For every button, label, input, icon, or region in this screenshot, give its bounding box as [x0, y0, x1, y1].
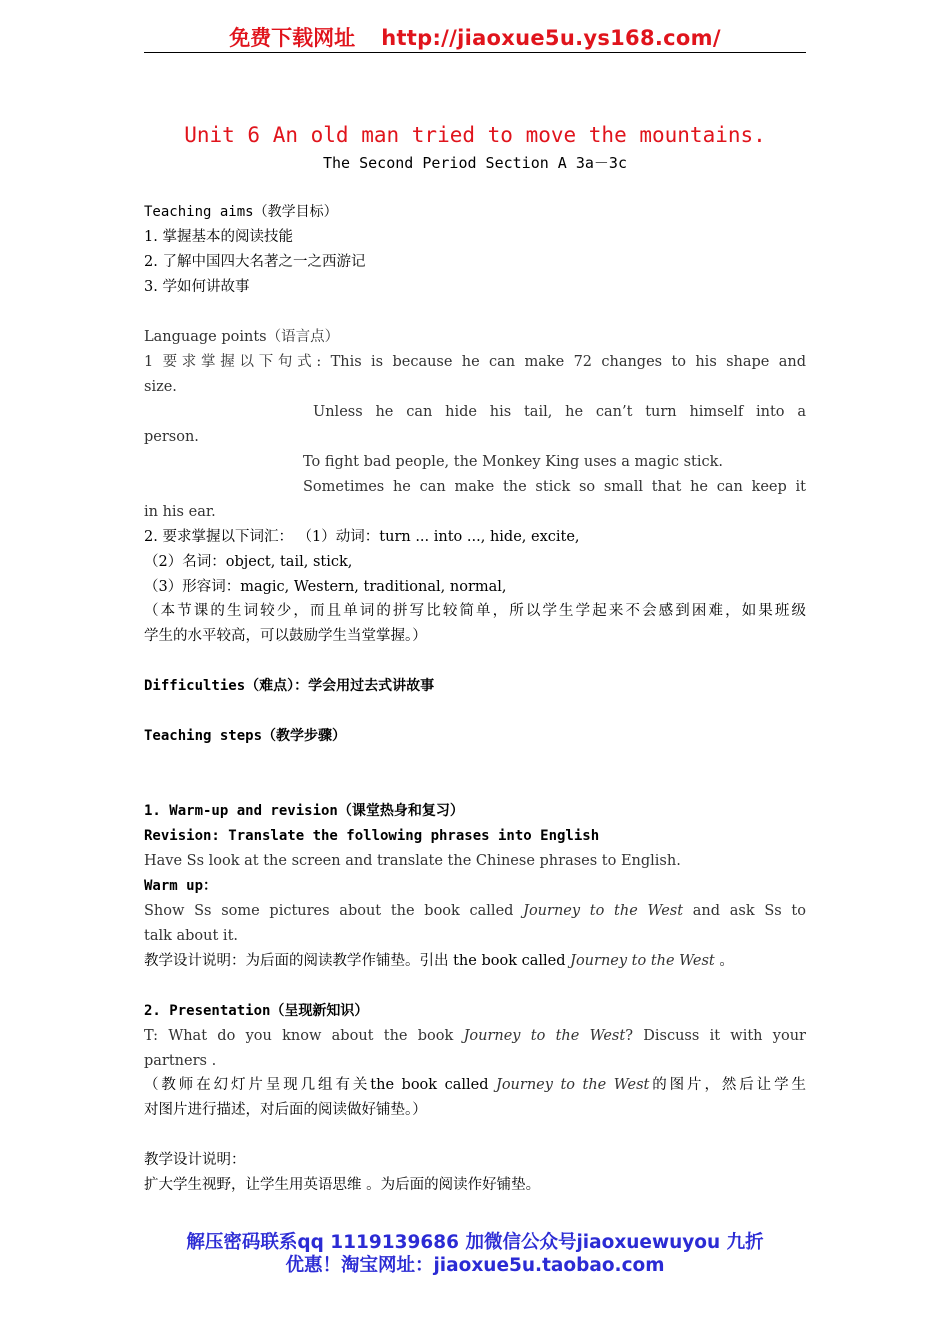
book-title: Journey to the West [570, 953, 715, 969]
language-point-1-line1: 1 要求掌握以下句式: This is because he can make 72 changes to his shape and [144, 354, 806, 370]
language-point-1-line2: size. [144, 379, 177, 395]
warmup-text-line2: talk about it. [144, 928, 239, 944]
aims-item-1: 1. 掌握基本的阅读技能 [144, 229, 293, 245]
presentation-design-label: 教学设计说明： [144, 1152, 246, 1168]
book-title: Journey to the West [496, 1077, 650, 1093]
sentence-3: To fight bad people, the Monkey King uses a magic stick. [303, 454, 724, 470]
warmup-design-note: 教学设计说明：为后面的阅读教学作铺垫。引出 the book called Journey to the West 。 [144, 953, 734, 969]
warmup-heading: 1. Warm-up and revision（课堂热身和复习） [144, 803, 464, 819]
aims-item-3: 3. 学如何讲故事 [144, 279, 250, 295]
sentence-2-line2: person. [144, 429, 199, 445]
page-header [144, 22, 806, 53]
sentence-4-line1: Sometimes he can make the stick so small that he can keep it [303, 479, 806, 495]
warmup-label: Warm up： [144, 878, 218, 894]
book-title: Journey to the West [463, 1028, 626, 1044]
presentation-note-line1: （教师在幻灯片呈现几组有关the book called Journey to the West的图片，然后让学生 [144, 1077, 806, 1093]
sentence-4-line2: in his ear. [144, 504, 216, 520]
steps-heading: Teaching steps（教学步骤） [144, 728, 347, 744]
note-line-2: 学生的水平较高，可以鼓励学生当堂掌握。） [144, 628, 427, 644]
presentation-question-line1: T: What do you know about the book Journey to the West? Discuss it with your [144, 1028, 806, 1044]
revision-heading: Revision: Translate the following phrases into English [144, 828, 600, 844]
aims-heading: Teaching aims（教学目标） [144, 204, 338, 220]
footer-line-2: 优惠！淘宝网址：jiaoxue5u.taobao.com [285, 1255, 665, 1276]
page-title: Unit 6 An old man tried to move the mountains. [184, 123, 766, 147]
difficulties: Difficulties（难点）：学会用过去式讲故事 [144, 678, 435, 694]
presentation-design-text: 扩大学生视野，让学生用英语思维 。为后面的阅读作好铺垫。 [144, 1177, 541, 1193]
note-line-1: （本节课的生词较少，而且单词的拼写比较简单，所以学生学起来不会感到困难，如果班级 [144, 603, 806, 619]
vocab-nouns: （2）名词：object, tail, stick, [144, 554, 353, 570]
header-label: 免费下载网址 [229, 26, 356, 50]
footer-line-1: 解压密码联系qq 1119139686 加微信公众号jiaoxuewuyou 九折 [186, 1232, 764, 1253]
revision-text: Have Ss look at the screen and translate the Chinese phrases to English. [144, 853, 681, 869]
warmup-text-line1: Show Ss some pictures about the book called Journey to the West and ask Ss to [144, 903, 806, 919]
header-url[interactable]: http://jiaoxue5u.ys168.com/ [381, 26, 721, 50]
presentation-heading: 2. Presentation（呈现新知识） [144, 1003, 369, 1019]
vocab-verbs: 2. 要求掌握以下词汇： （1）动词：turn ... into ..., hide, excite, [144, 529, 580, 545]
language-heading: Language points（语言点） [144, 329, 340, 345]
presentation-question-line2: partners . [144, 1053, 217, 1069]
aims-item-2: 2. 了解中国四大名著之一之西游记 [144, 254, 366, 270]
page-subtitle: The Second Period Section A 3a－3c [323, 154, 627, 172]
book-title: Journey to the West [523, 903, 684, 919]
presentation-note-line2: 对图片进行描述，对后面的阅读做好铺垫。） [144, 1102, 427, 1118]
vocab-adjectives: （3）形容词：magic, Western, traditional, normal, [144, 579, 507, 595]
sentence-2-line1: Unless he can hide his tail, he can’t turn himself into a [313, 404, 806, 420]
